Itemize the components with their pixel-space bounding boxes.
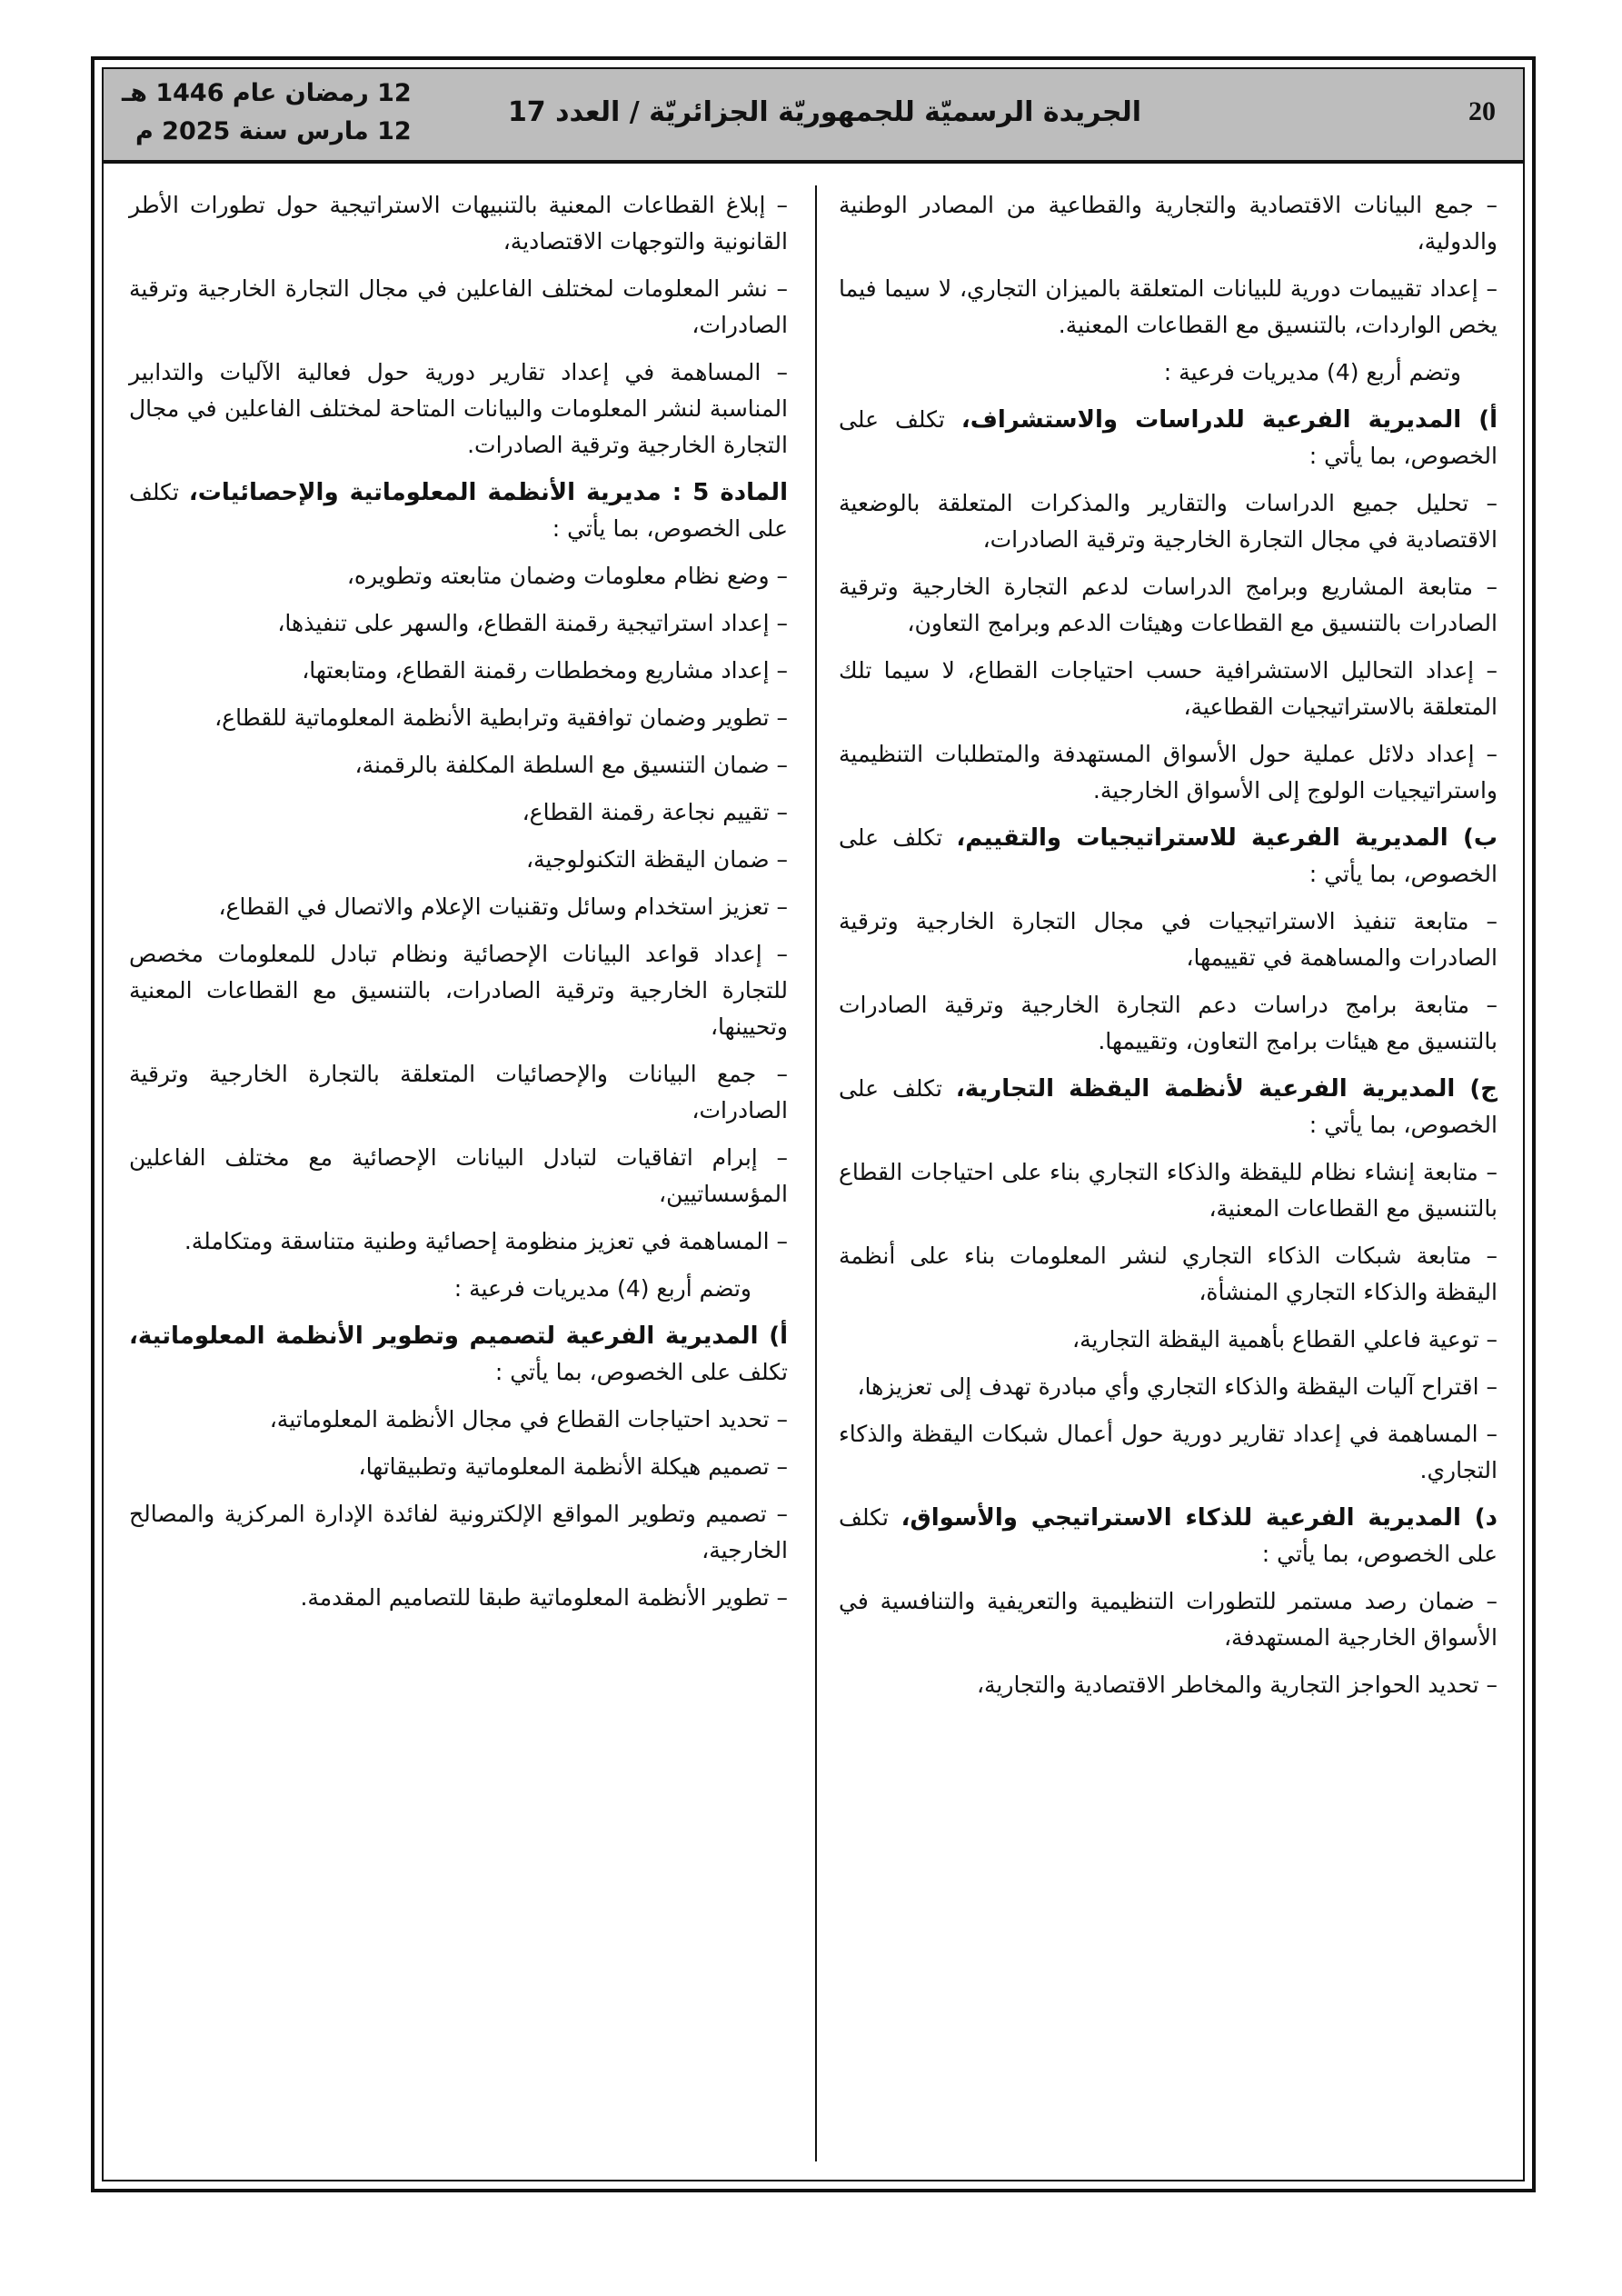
list-item: – ضمان اليقظة التكنولوجية،: [525, 846, 788, 873]
list-item: – تحديد الحواجز التجارية والمخاطر الاقتصادية والتجارية،: [976, 1672, 1498, 1698]
list-item: – متابعة برامج دراسات دعم التجارة الخارجية وترقية الصادرات بالتنسيق مع هيئات برامج التعاون، وتقييمها.: [839, 992, 1498, 1054]
gregorian-date: 12 مارس سنة 2025 م: [134, 117, 412, 145]
list-item: – إعداد استراتيجية رقمنة القطاع، والسهر على تنفيذها،: [277, 610, 788, 636]
page-frame: [91, 56, 1536, 2192]
section-heading: [839, 820, 1498, 893]
list-item: – تصميم هيكلة الأنظمة المعلوماتية وتطبيقاتها،: [358, 1453, 788, 1480]
section-heading-text: تكلف على الخصوص، بما يأتي :: [494, 1359, 788, 1385]
list-item: – ضمان رصد مستمر للتطورات التنظيمية والتعريفية والتنافسية في الأسواق الخارجية المستهدفة،: [839, 1588, 1498, 1651]
list-item: – ضمان التنسيق مع السلطة المكلفة بالرقمنة،: [354, 752, 788, 778]
list-item: – إعداد التحاليل الاستشرافية حسب احتياجات القطاع، لا سيما تلك المتعلقة بالاستراتيجيات القطاعية،: [839, 657, 1498, 720]
section-heading-text: تكلف على الخصوص، بما يأتي :: [839, 824, 1498, 887]
right-column: [839, 187, 1498, 1714]
list-item: – جمع البيانات الاقتصادية والتجارية والقطاعية من المصادر الوطنية والدولية،: [839, 192, 1498, 255]
section-heading-text: تكلف على الخصوص، بما يأتي :: [839, 1504, 1498, 1567]
section-heading-title: أ) المديرية الفرعية لتصميم وتطوير الأنظمة المعلوماتية،: [129, 1323, 788, 1350]
list-item: – تقييم نجاعة رقمنة القطاع،: [522, 799, 788, 825]
column-divider: [815, 185, 817, 2161]
list-item: – اقتراح آليات اليقظة والذكاء التجاري وأي مبادرة تهدف إلى تعزيزها،: [857, 1373, 1498, 1400]
list-item: – متابعة شبكات الذكاء التجاري لنشر المعلومات بناء على أنظمة اليقظة والذكاء التجاري المنشأة،: [839, 1243, 1498, 1305]
section-heading-text: تكلف على الخصوص، بما يأتي :: [839, 406, 1498, 469]
section-heading-text: تكلف على الخصوص، بما يأتي :: [129, 479, 788, 542]
page-frame-inner: [102, 67, 1525, 2181]
list-item: – تصميم وتطوير المواقع الإلكترونية لفائدة الإدارة المركزية والمصالح الخارجية،: [129, 1501, 788, 1563]
section-heading-text: تكلف على الخصوص، بما يأتي :: [839, 1075, 1498, 1138]
section-heading: [839, 402, 1498, 474]
list-item: – تطوير الأنظمة المعلوماتية طبقا للتصاميم المقدمة.: [300, 1584, 788, 1611]
list-item: – جمع البيانات والإحصائيات المتعلقة بالتجارة الخارجية وترقية الصادرات،: [129, 1061, 788, 1123]
section-heading-title: ج) المديرية الفرعية لأنظمة اليقظة التجارية،: [955, 1075, 1498, 1103]
page-header: [104, 69, 1523, 164]
list-item: – تطوير وضمان توافقية وترابطية الأنظمة المعلوماتية للقطاع،: [214, 704, 788, 731]
list-item: – المساهمة في تعزيز منظومة إحصائية وطنية متناسقة ومتكاملة.: [184, 1228, 788, 1254]
section-heading: [129, 1318, 788, 1391]
list-item: – المساهمة في إعداد تقارير دورية حول أعمال شبكات اليقظة والذكاء التجاري.: [839, 1421, 1498, 1483]
gazette-title: الجريدة الرسميّة للجمهوريّة الجزائريّة / العدد 17: [507, 96, 1141, 128]
section-heading: [839, 1071, 1498, 1143]
list-item: – إعداد تقييمات دورية للبيانات المتعلقة بالميزان التجاري، لا سيما فيما يخص الواردات، بالتنسيق مع القطاعات المعنية.: [839, 275, 1498, 338]
section-heading: [839, 1500, 1498, 1572]
list-item: – تحديد احتياجات القطاع في مجال الأنظمة المعلوماتية،: [269, 1406, 788, 1433]
list-item: – المساهمة في إعداد تقارير دورية حول فعالية الآليات والتدابير المناسبة لنشر المعلومات والبيانات المتاحة لمختلف الفاعلين في مجال التجارة الخارجية وترقية الصادرات.: [129, 359, 788, 458]
list-item: – متابعة تنفيذ الاستراتيجيات في مجال التجارة الخارجية وترقية الصادرات والمساهمة في تقييمها،: [839, 908, 1498, 971]
list-item: – متابعة إنشاء نظام لليقظة والذكاء التجاري بناء على احتياجات القطاع بالتنسيق مع القطاعات المعنية،: [839, 1159, 1498, 1222]
list-item: – متابعة المشاريع وبرامج الدراسات لدعم التجارة الخارجية وترقية الصادرات بالتنسيق مع القطاعات وهيئات الدعم وبرامج التعاون،: [839, 574, 1498, 636]
section-heading-title: أ) المديرية الفرعية للدراسات والاستشراف،: [960, 406, 1498, 434]
list-item: – إبرام اتفاقيات لتبادل البيانات الإحصائية مع مختلف الفاعلين المؤسساتيين،: [129, 1144, 788, 1207]
list-item: – تعزيز استخدام وسائل وتقنيات الإعلام والاتصال في القطاع،: [218, 893, 788, 920]
paragraph: وتضم أربع (4) مديريات فرعية :: [1163, 359, 1461, 385]
issue-date: [122, 75, 412, 151]
list-item: – إعداد دلائل عملية حول الأسواق المستهدفة والمتطلبات التنظيمية واستراتيجيات الولوج إلى الأسواق الخارجية.: [839, 741, 1498, 804]
page-number: 20: [1468, 96, 1496, 126]
list-item: – نشر المعلومات لمختلف الفاعلين في مجال التجارة الخارجية وترقية الصادرات،: [129, 275, 788, 338]
list-item: – تحليل جميع الدراسات والتقارير والمذكرات المتعلقة بالوضعية الاقتصادية في مجال التجارة الخارجية وترقية الصادرات،: [839, 490, 1498, 553]
section-heading-title: د) المديرية الفرعية للذكاء الاستراتيجي والأسواق،: [901, 1504, 1498, 1532]
paragraph: وتضم أربع (4) مديريات فرعية :: [453, 1275, 751, 1302]
section-heading-title: المادة 5 : مديرية الأنظمة المعلوماتية والإحصائيات،: [188, 479, 788, 506]
list-item: – إبلاغ القطاعات المعنية بالتنبيهات الاستراتيجية حول تطورات الأطر القانونية والتوجهات الاقتصادية،: [129, 192, 788, 255]
section-heading-title: ب) المديرية الفرعية للاستراتيجيات والتقييم،: [956, 824, 1498, 852]
list-item: – توعية فاعلي القطاع بأهمية اليقظة التجارية،: [1072, 1326, 1498, 1353]
list-item: – إعداد مشاريع ومخططات رقمنة القطاع، ومتابعتها،: [302, 657, 788, 684]
section-heading: [129, 474, 788, 547]
left-column: [129, 187, 788, 1627]
list-item: – إعداد قواعد البيانات الإحصائية ونظام تبادل للمعلومات مخصص للتجارة الخارجية وترقية الصادرات، بالتنسيق مع القطاعات المعنية وتحيينها،: [129, 941, 788, 1040]
list-item: – وضع نظام معلومات وضمان متابعته وتطويره،: [346, 563, 788, 589]
hijri-date: 12 رمضان عام 1446 هـ: [122, 79, 412, 107]
